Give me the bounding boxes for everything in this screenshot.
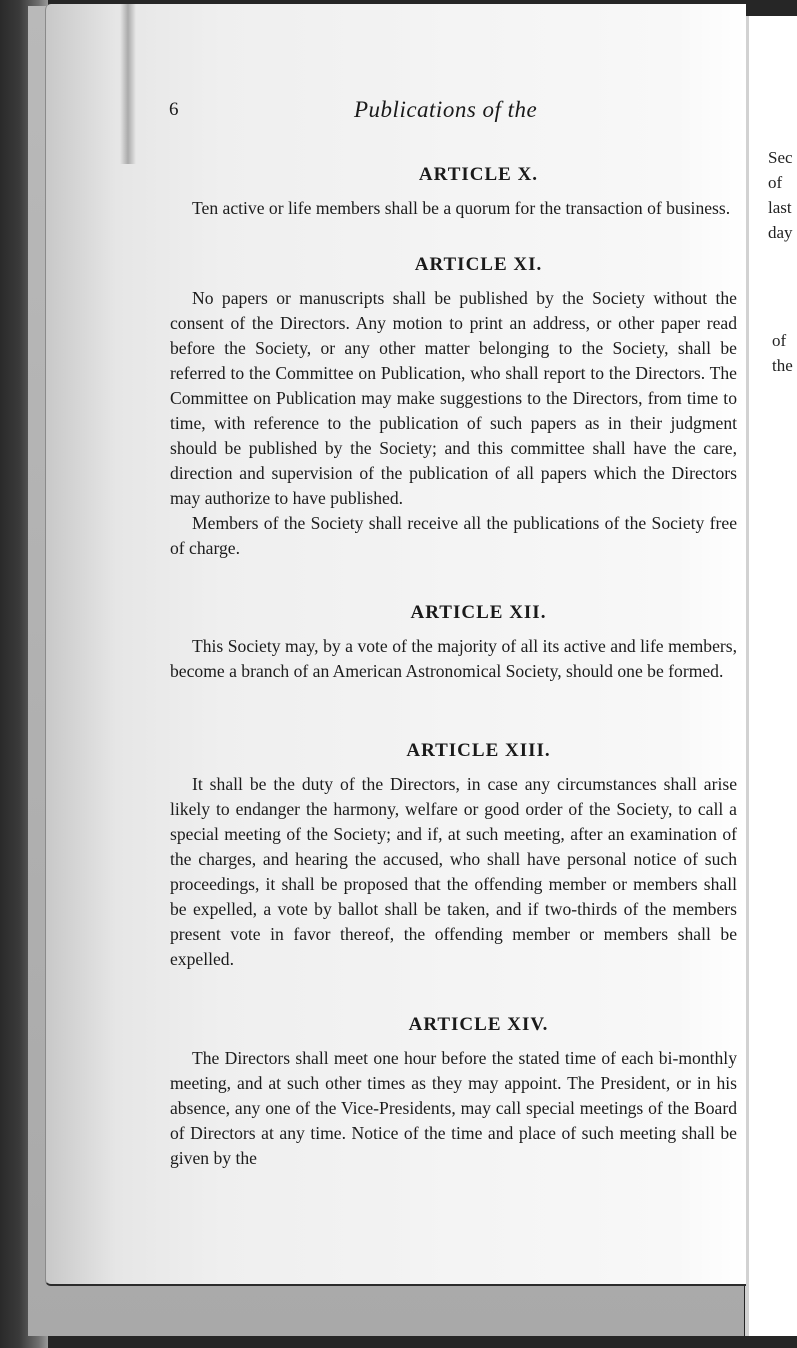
facing-page-fragment: the: [772, 356, 793, 375]
page-fold-shadow: [120, 4, 136, 164]
background-top: [740, 0, 797, 16]
facing-page-fragment: Sec: [768, 148, 793, 167]
article-paragraph: This Society may, by a vote of the majority of all its active and life members, become a branch of an American Astronomical Society, should one be formed.: [170, 636, 737, 681]
article-title: ARTICLE XIV.: [408, 1014, 549, 1035]
running-head-title: Publications of the: [354, 97, 538, 122]
article-xiv: [170, 1012, 737, 1171]
article-xii: [170, 600, 737, 684]
article-xiii: [170, 738, 737, 972]
facing-page-fragment: of: [772, 331, 787, 350]
article-title: ARTICLE XIII.: [406, 740, 551, 761]
article-paragraph: The Directors shall meet one hour before the stated time of each bi-monthly meeting, and at such other times as they may appoint. The President, or in his absence, any one of the Vice-Presidents, may call special meetings of the Board of Directors at any time. Notice of the time and place of such meeting shall be given by the: [170, 1048, 737, 1168]
article-paragraph: No papers or manuscripts shall be published by the Society without the consent of the Directors. Any motion to print an address, or other paper read before the Society, or any other matter belonging to the Society, shall be referred to the Committee on Publication, who shall report to the Directors. The Committee on Publication may make suggestions to the Directors, from time to time, with reference to the publication of such papers as in their judgment should be published by the Society; and this committee shall have the care, direction and supervision of the publication of all papers which the Directors may authorize to have published.: [170, 288, 737, 508]
facing-page-fragment: day: [768, 223, 793, 242]
article-title: ARTICLE XI.: [414, 254, 543, 275]
article-x: [170, 162, 737, 221]
article-paragraph: Members of the Society shall receive all the publications of the Society free of charge.: [170, 513, 737, 558]
article-title: ARTICLE XII.: [410, 602, 547, 623]
article-paragraph: It shall be the duty of the Directors, in case any circumstances shall arise likely to endanger the harmony, welfare or good order of the Society, to call a special meeting of the Society; and if, at such meeting, after an examination of the charges, and hearing the accused, who shall have personal notice of such proceedings, it shall be proposed that the offending member or members shall be expelled, a vote by ballot shall be taken, and if two-thirds of the members present vote in favor thereof, the offending member or members shall be expelled.: [170, 774, 737, 969]
article-title: ARTICLE X.: [418, 164, 539, 185]
article-xi: [170, 252, 737, 561]
facing-page-fragment: last: [768, 198, 792, 217]
running-head: [0, 99, 797, 129]
page-number: 6: [169, 99, 179, 120]
article-paragraph: Ten active or life members shall be a quorum for the transaction of business.: [192, 198, 731, 218]
facing-page-fragment: of: [768, 173, 783, 192]
